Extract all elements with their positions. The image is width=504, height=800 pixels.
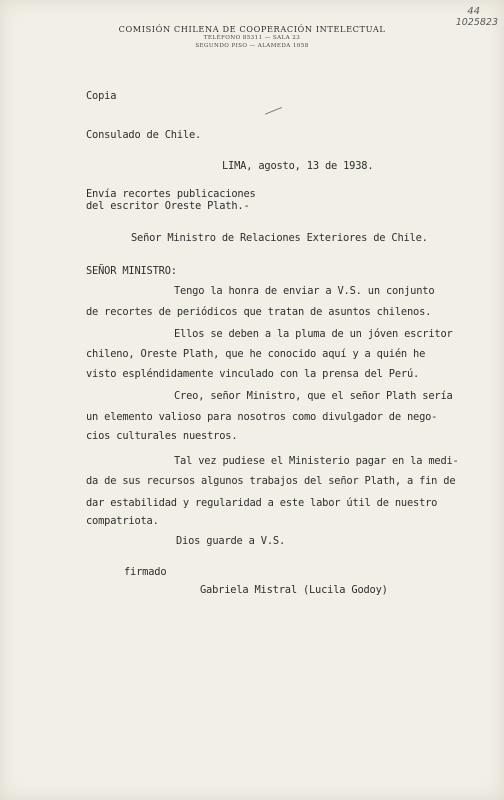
addressee-line: Señor Ministro de Relaciones Exteriores de Chile.	[131, 232, 428, 244]
body-line: chileno, Oreste Plath, que he conocido aquí y a quién he	[86, 348, 426, 360]
body-line: compatriota.	[86, 515, 159, 527]
firmado-label: firmado	[124, 566, 167, 578]
subject-line-1: Envía recortes publicaciones	[86, 188, 256, 200]
letterhead	[0, 24, 504, 50]
archive-numbers	[456, 6, 498, 28]
signature-line: Gabriela Mistral (Lucila Godoy)	[200, 584, 388, 596]
body-line: Creo, señor Ministro, que el señor Plath sería	[174, 390, 453, 402]
body-line: cios culturales nuestros.	[86, 430, 238, 442]
date-line: LIMA, agosto, 13 de 1938.	[222, 160, 374, 172]
body-line: visto espléndidamente vinculado con la prensa del Perú.	[86, 368, 420, 380]
subject-line-2: del escritor Oreste Plath.-	[86, 200, 250, 212]
body-line: da de sus recursos algunos trabajos del señor Plath, a fin de	[86, 475, 456, 487]
body-line: un elemento valioso para nosotros como divulgador de nego-	[86, 411, 438, 423]
archive-number-id: 1025823	[455, 17, 498, 28]
pen-mark	[265, 107, 285, 122]
archive-number-page: 44	[467, 6, 480, 17]
body-line: Ellos se deben a la pluma de un jóven escritor	[174, 328, 453, 340]
body-line: Tal vez pudiese el Ministerio pagar en la medi-	[174, 455, 459, 467]
copia-label: Copia	[86, 90, 117, 102]
body-line: Tengo la honra de enviar a V.S. un conjunto	[174, 285, 435, 297]
salutation: SEÑOR MINISTRO:	[86, 265, 177, 277]
body-line: de recortes de periódicos que tratan de asuntos chilenos.	[86, 306, 432, 318]
letterhead-org: COMISIÓN CHILENA DE COOPERACIÓN INTELECTUAL	[118, 24, 386, 34]
letterhead-address: SEGUNDO PISO — ALAMEDA 1058	[195, 43, 309, 49]
closing-line: Dios guarde a V.S.	[176, 535, 286, 547]
body-line: dar estabilidad y regularidad a este labor útil de nuestro	[86, 497, 438, 509]
consulado-label: Consulado de Chile.	[86, 129, 202, 141]
letterhead-phone: TELÉFONO 85311 — SALA 23	[203, 35, 301, 41]
